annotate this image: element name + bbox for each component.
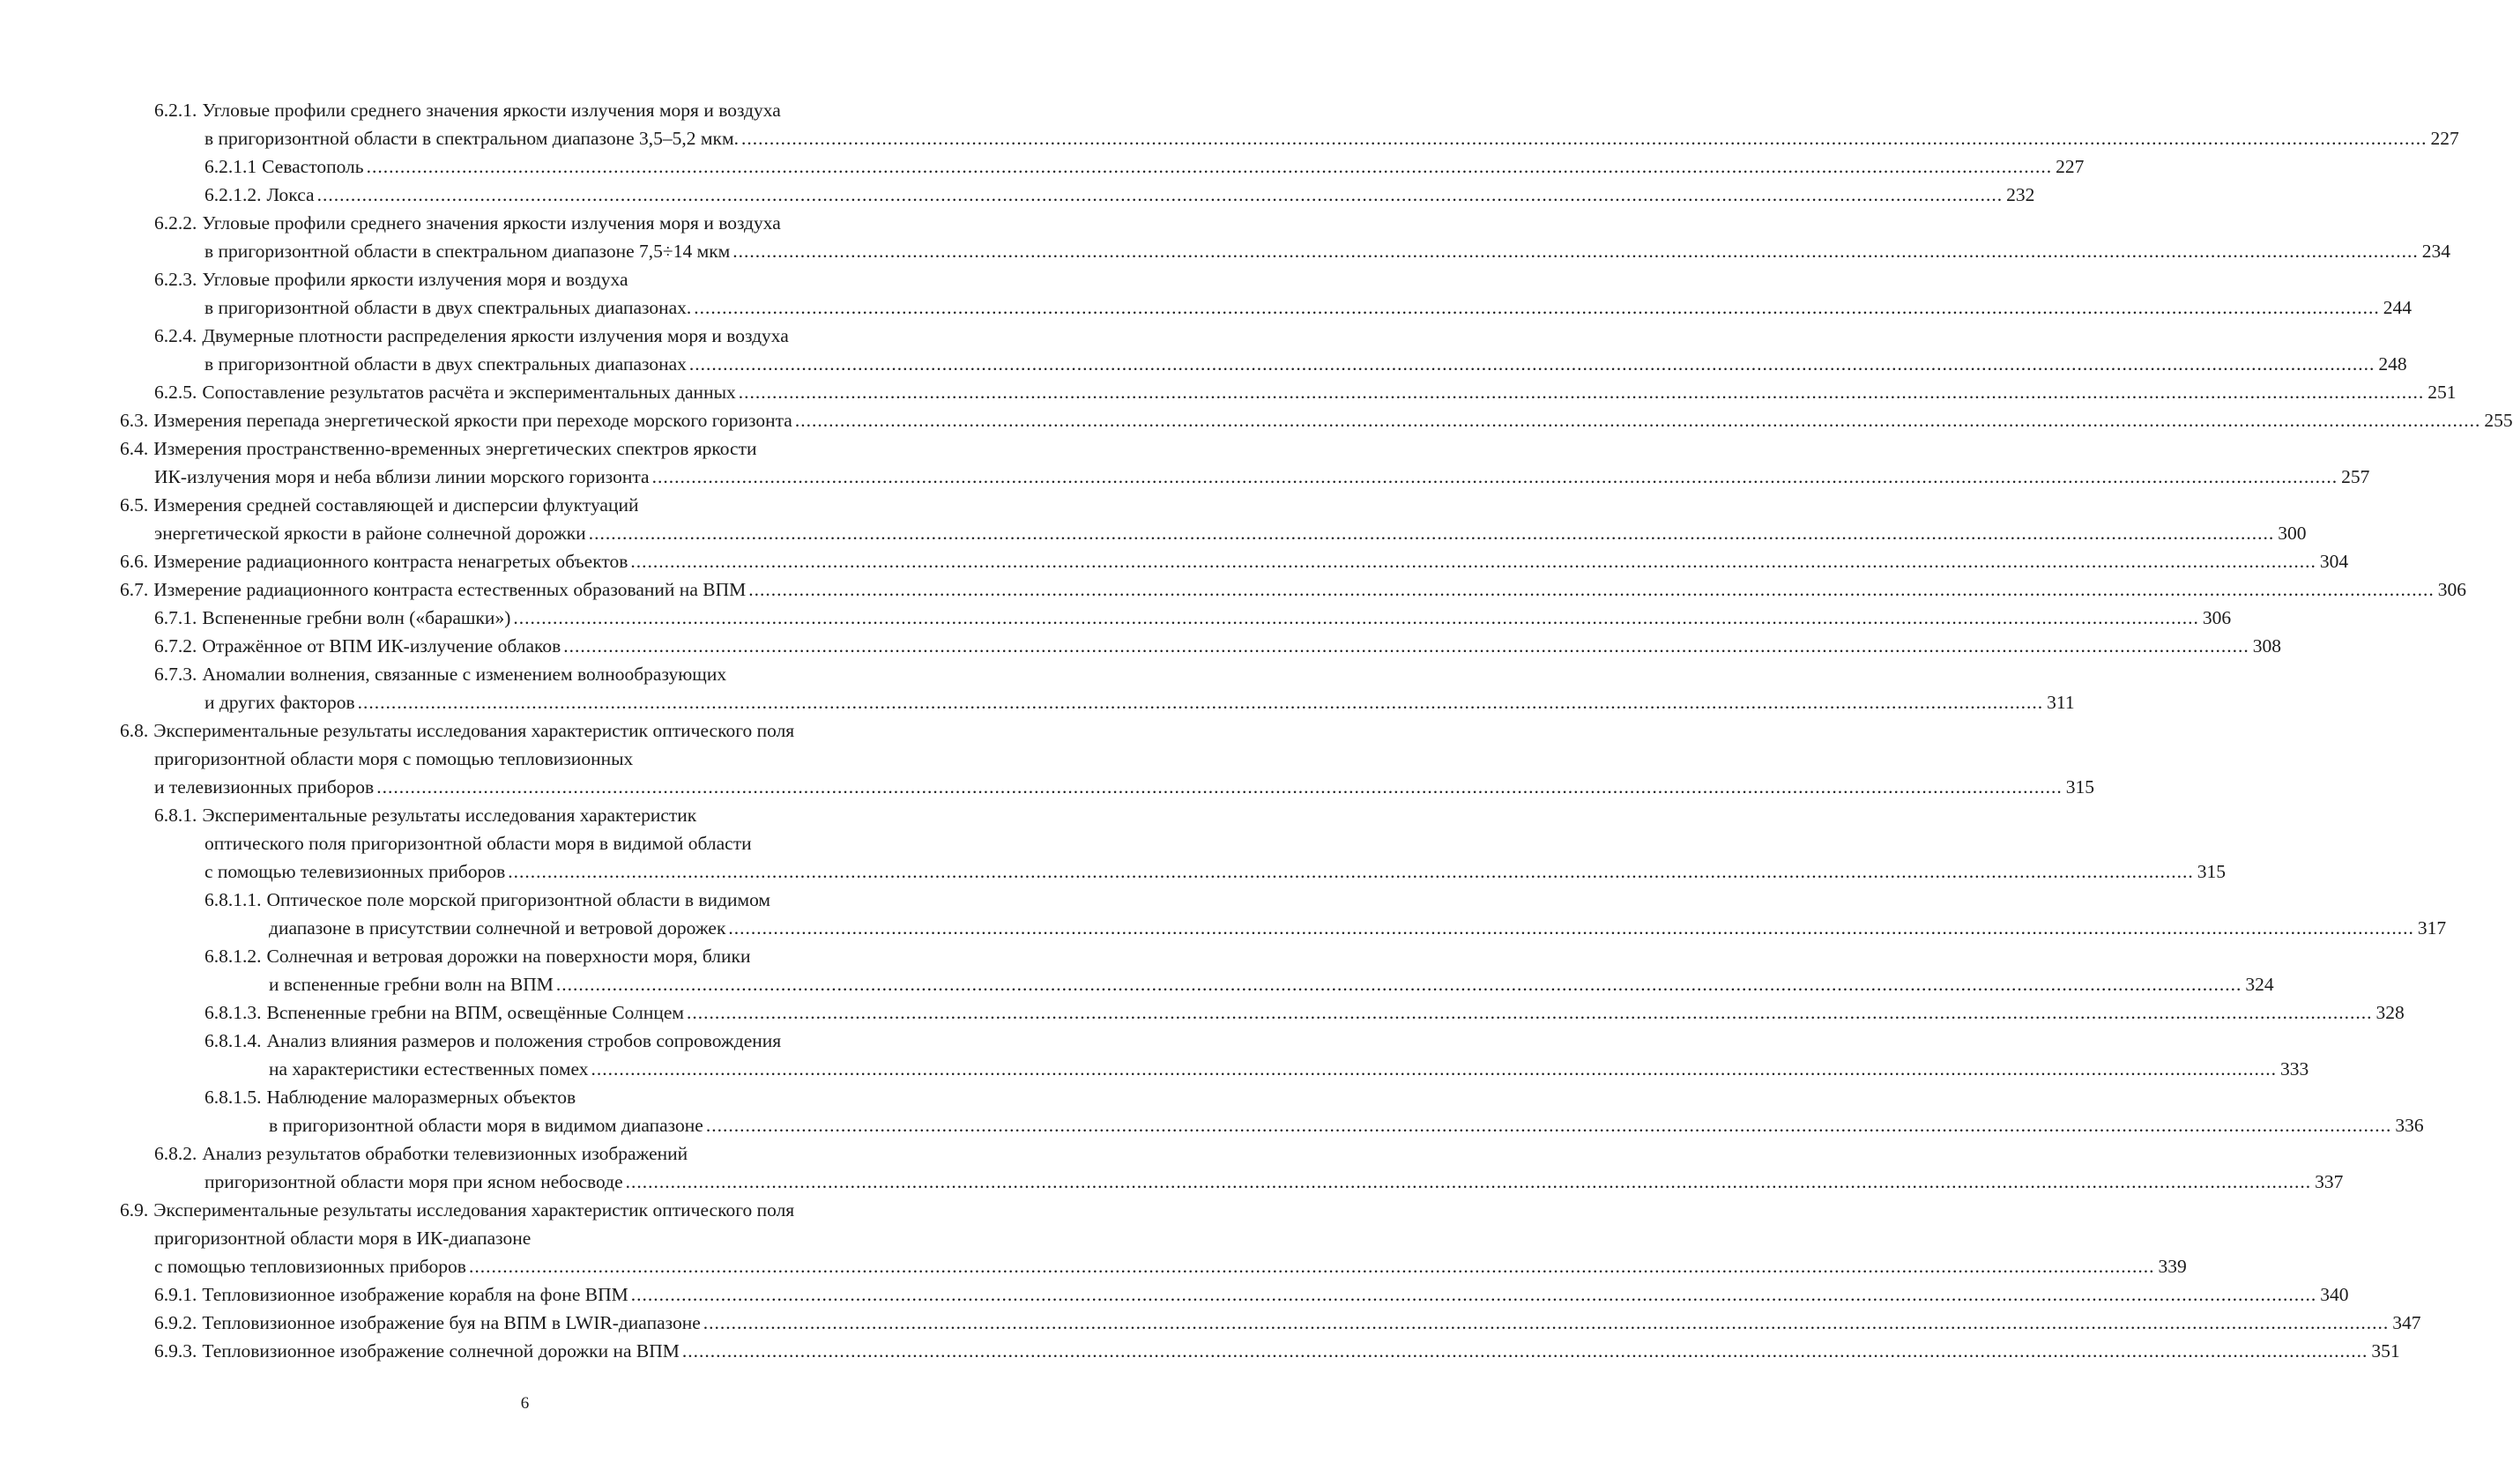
toc-entry-text — [154, 269, 628, 290]
toc-entry-number: 6.8.1.4. — [204, 1030, 262, 1051]
toc-entry-title: Вспененные гребни на ВПМ, освещённые Солнцем — [266, 1002, 685, 1023]
toc-entry-title: и вспененные гребни волн на ВПМ — [269, 974, 554, 995]
toc-entry-text — [120, 547, 628, 575]
toc-entry-text — [154, 604, 510, 632]
dot-leader: ............................................................................................................................................................................................................................................................................................................ — [732, 241, 2419, 262]
toc-entry-text — [204, 1168, 623, 1196]
toc-entry-title: Экспериментальные результаты исследования характеристик оптического поля — [153, 1199, 795, 1221]
toc-entry[interactable] — [0, 1337, 2400, 1365]
toc-entry-text — [154, 805, 696, 826]
toc-page-number: 347 — [2392, 1312, 2421, 1333]
toc-entry[interactable] — [0, 575, 2466, 604]
toc-entry-number: 6.2.2. — [154, 212, 197, 234]
toc-entry-text — [204, 833, 752, 854]
toc-page-number: 300 — [2278, 523, 2307, 544]
toc-entry[interactable] — [0, 491, 2307, 547]
toc-entry-text — [120, 720, 794, 741]
toc-entry-title: Вспененные гребни волн («барашки») — [202, 607, 511, 628]
toc-page-number: 306 — [2437, 579, 2466, 600]
toc-entry-text — [154, 1228, 531, 1249]
toc-page-number: 339 — [2158, 1256, 2187, 1277]
dot-leader: ............................................................................................................................................................................................................................................................................................................ — [748, 579, 2435, 600]
toc-entry-title: в пригоризонтной области в спектральном диапазоне 3,5–5,2 мкм. — [204, 128, 739, 149]
toc-entry-number: 6.8.1. — [154, 805, 197, 826]
toc-entry-number: 6.7. — [120, 579, 149, 600]
toc-entry-title: Экспериментальные результаты исследования характеристик оптического поля — [153, 720, 795, 741]
table-of-contents — [0, 96, 2513, 1365]
toc-entry-text — [154, 212, 781, 234]
toc-entry-text — [154, 773, 374, 801]
toc-entry-title: Наблюдение малоразмерных объектов — [266, 1087, 576, 1108]
dot-leader: ............................................................................................................................................................................................................................................................................................................ — [630, 551, 2316, 572]
toc-entry[interactable] — [0, 1139, 2344, 1196]
toc-entry-text — [154, 1143, 688, 1164]
dot-leader: ............................................................................................................................................................................................................................................................................................................ — [630, 1284, 2317, 1305]
toc-entry-number: 6.5. — [120, 494, 149, 516]
toc-entry[interactable] — [0, 434, 2370, 491]
toc-entry-text — [269, 970, 554, 998]
dot-leader: ............................................................................................................................................................................................................................................................................................................ — [468, 1256, 2155, 1277]
toc-entry-title: Локса — [266, 184, 315, 205]
toc-entry-text — [204, 293, 691, 322]
toc-entry-title: в пригоризонтной области моря в видимом диапазоне — [269, 1115, 703, 1136]
toc-entry-title: Измерение радиационного контраста естественных образований на ВПМ — [153, 579, 747, 600]
toc-page-number: 337 — [2315, 1171, 2344, 1192]
toc-entry[interactable] — [0, 942, 2274, 998]
toc-page-number: 315 — [2197, 861, 2226, 882]
toc-entry-text — [204, 998, 684, 1027]
toc-page-number: 306 — [2202, 607, 2232, 628]
dot-leader: ............................................................................................................................................................................................................................................................................................................ — [591, 1058, 2277, 1080]
toc-page-number: 336 — [2395, 1115, 2424, 1136]
dot-leader: ............................................................................................................................................................................................................................................................................................................ — [555, 974, 2242, 995]
toc-entry[interactable] — [0, 801, 2226, 886]
toc-entry-number: 6.2.4. — [154, 325, 197, 346]
toc-entry-text — [120, 438, 757, 459]
toc-entry-number: 6.7.3. — [154, 664, 197, 685]
toc-entry-title: Солнечная и ветровая дорожки на поверхности моря, блики — [266, 946, 751, 967]
toc-entry-text — [154, 1280, 628, 1309]
toc-entry[interactable] — [0, 632, 2282, 660]
toc-entry[interactable] — [0, 998, 2405, 1027]
toc-entry-number: 6.9. — [120, 1199, 149, 1221]
toc-entry-number: 6.9.2. — [154, 1312, 197, 1333]
dot-leader: ............................................................................................................................................................................................................................................................................................................ — [651, 466, 2338, 487]
toc-entry-number: 6.6. — [120, 551, 149, 572]
toc-entry-text — [120, 494, 638, 516]
dot-leader: ............................................................................................................................................................................................................................................................................................................ — [688, 353, 2375, 375]
toc-page-number: 324 — [2245, 974, 2274, 995]
toc-entry[interactable] — [0, 322, 2407, 378]
toc-entry-text — [154, 1252, 466, 1280]
toc-entry-number: 6.7.2. — [154, 635, 197, 657]
toc-entry-text — [269, 1111, 703, 1139]
toc-entry-title: Тепловизионное изображение корабля на фоне ВПМ — [202, 1284, 628, 1305]
dot-leader: ............................................................................................................................................................................................................................................................................................................ — [687, 1002, 2373, 1023]
toc-entry-text — [154, 519, 586, 547]
dot-leader: ............................................................................................................................................................................................................................................................................................................ — [728, 917, 2414, 939]
toc-entry-number: 6.8.1.3. — [204, 1002, 262, 1023]
toc-page-number: 333 — [2280, 1058, 2309, 1080]
toc-entry[interactable] — [0, 152, 2085, 181]
toc-entry-text — [204, 946, 751, 967]
toc-entry-text — [120, 406, 792, 434]
toc-entry[interactable] — [0, 181, 2035, 209]
toc-entry-title: пригоризонтной области моря при ясном небосводе — [204, 1171, 623, 1192]
dot-leader: ............................................................................................................................................................................................................................................................................................................ — [705, 1115, 2392, 1136]
toc-entry-title: Отражённое от ВПМ ИК-излучение облаков — [202, 635, 561, 657]
dot-leader: ............................................................................................................................................................................................................................................................................................................ — [625, 1171, 2312, 1192]
toc-page-number: 328 — [2375, 1002, 2405, 1023]
dot-leader: ............................................................................................................................................................................................................................................................................................................ — [316, 184, 2004, 205]
toc-entry-title: Тепловизионное изображение буя на ВПМ в LWIR-диапазоне — [202, 1312, 701, 1333]
toc-entry-text — [204, 688, 355, 716]
toc-page-number: 234 — [2421, 241, 2451, 262]
toc-entry-title: в пригоризонтной области в двух спектральных диапазонах. — [204, 297, 692, 318]
dot-leader: ............................................................................................................................................................................................................................................................................................................ — [738, 382, 2425, 403]
toc-entry-text — [120, 575, 746, 604]
toc-entry-text — [154, 1337, 680, 1365]
toc-entry-title: Угловые профили яркости излучения моря и воздуха — [202, 269, 628, 290]
dot-leader: ............................................................................................................................................................................................................................................................................................................ — [588, 523, 2275, 544]
toc-page-number: 248 — [2378, 353, 2407, 375]
toc-entry-text — [269, 1055, 589, 1083]
toc-entry-title: с помощью телевизионных приборов — [204, 861, 506, 882]
toc-entry-title: в пригоризонтной области в спектральном диапазоне 7,5÷14 мкм — [204, 241, 731, 262]
toc-entry-title: Анализ влияния размеров и положения стробов сопровождения — [266, 1030, 782, 1051]
toc-entry-text — [204, 889, 770, 910]
toc-entry-text — [204, 857, 505, 886]
toc-entry-text — [154, 100, 781, 121]
toc-entry-number: 6.9.1. — [154, 1284, 197, 1305]
dot-leader: ............................................................................................................................................................................................................................................................................................................ — [703, 1312, 2390, 1333]
toc-entry[interactable] — [0, 265, 2413, 322]
toc-entry-title: Сопоставление результатов расчёта и экспериментальных данных — [202, 382, 736, 403]
toc-entry-title: ИК-излучения моря и неба вблизи линии морского горизонта — [154, 466, 650, 487]
toc-entry-number: 6.2.1.2. — [204, 184, 262, 205]
toc-entry[interactable] — [0, 209, 2451, 265]
toc-entry-number: 6.2.5. — [154, 382, 197, 403]
toc-entry-text — [204, 350, 687, 378]
toc-entry-title: Измерения средней составляющей и дисперсии флуктуаций — [153, 494, 639, 516]
toc-entry-number: 6.8.1.5. — [204, 1087, 262, 1108]
toc-entry-title: оптического поля пригоризонтной области моря в видимой области — [204, 833, 752, 854]
toc-entry-text — [154, 632, 561, 660]
toc-entry-number: 6.3. — [120, 410, 149, 431]
toc-entry-text — [154, 748, 633, 769]
toc-entry-text — [204, 237, 730, 265]
toc-entry[interactable] — [0, 1309, 2421, 1337]
toc-entry-text — [269, 914, 725, 942]
dot-leader: ............................................................................................................................................................................................................................................................................................................ — [513, 607, 2199, 628]
dot-leader: ............................................................................................................................................................................................................................................................................................................ — [563, 635, 2249, 657]
toc-entry-text — [154, 1309, 701, 1337]
toc-entry[interactable] — [0, 1083, 2424, 1139]
toc-entry-text — [154, 325, 789, 346]
toc-page-number: 317 — [2417, 917, 2447, 939]
toc-page-number: 227 — [2056, 156, 2085, 177]
toc-entry-title: с помощью тепловизионных приборов — [154, 1256, 466, 1277]
toc-entry[interactable] — [0, 547, 2349, 575]
toc-entry-title: на характеристики естественных помех — [269, 1058, 589, 1080]
toc-page-number: 244 — [2383, 297, 2413, 318]
toc-entry-title: Угловые профили среднего значения яркости излучения моря и воздуха — [202, 212, 781, 234]
dot-leader: ............................................................................................................................................................................................................................................................................................................ — [794, 410, 2481, 431]
toc-entry-title: Двумерные плотности распределения яркости излучения моря и воздуха — [202, 325, 789, 346]
toc-entry-number: 6.2.3. — [154, 269, 197, 290]
toc-page-number: 255 — [2484, 410, 2513, 431]
toc-page-number: 227 — [2430, 128, 2459, 149]
toc-entry-number: 6.8.2. — [154, 1143, 197, 1164]
dot-leader: ............................................................................................................................................................................................................................................................................................................ — [357, 692, 2044, 713]
toc-entry[interactable] — [0, 716, 2094, 801]
toc-page-number: 340 — [2320, 1284, 2349, 1305]
toc-entry[interactable] — [0, 660, 2075, 716]
toc-entry-number: 6.2.1. — [154, 100, 197, 121]
toc-entry[interactable] — [0, 1027, 2309, 1083]
toc-entry-title: Измерение радиационного контраста ненагретых объектов — [153, 551, 628, 572]
toc-entry[interactable] — [0, 378, 2457, 406]
toc-entry-text — [120, 1199, 794, 1221]
toc-page-number: 232 — [2006, 184, 2035, 205]
toc-entry-title: Аномалии волнения, связанные с изменением волнообразующих — [202, 664, 727, 685]
toc-page-number: 311 — [2047, 692, 2075, 713]
page-number: 6 — [520, 1394, 530, 1413]
dot-leader: ............................................................................................................................................................................................................................................................................................................ — [740, 128, 2427, 149]
toc-entry-title: Севастополь — [262, 156, 364, 177]
dot-leader: ............................................................................................................................................................................................................................................................................................................ — [508, 861, 2194, 882]
toc-entry-text — [154, 463, 650, 491]
toc-entry-text — [204, 152, 364, 181]
dot-leader: ............................................................................................................................................................................................................................................................................................................ — [694, 297, 2380, 318]
toc-entry-title: в пригоризонтной области в двух спектральных диапазонах — [204, 353, 687, 375]
toc-entry-title: диапазоне в присутствии солнечной и ветровой дорожек — [269, 917, 726, 939]
toc-entry-title: пригоризонтной области моря в ИК-диапазоне — [154, 1228, 532, 1249]
toc-entry[interactable] — [0, 886, 2447, 942]
toc-entry-text — [154, 664, 726, 685]
toc-entry-title: и телевизионных приборов — [154, 776, 375, 798]
toc-page-number: 251 — [2427, 382, 2457, 403]
toc-entry-number: 6.4. — [120, 438, 149, 459]
toc-page-number: 315 — [2065, 776, 2094, 798]
dot-leader: ............................................................................................................................................................................................................................................................................................................ — [366, 156, 2053, 177]
toc-entry-title: Измерения пространственно-временных энергетических спектров яркости — [153, 438, 757, 459]
toc-entry[interactable] — [0, 604, 2232, 632]
dot-leader: ............................................................................................................................................................................................................................................................................................................ — [376, 776, 2063, 798]
toc-entry[interactable] — [0, 1196, 2187, 1280]
toc-page-number: 308 — [2252, 635, 2282, 657]
dot-leader: ............................................................................................................................................................................................................................................................................................................ — [681, 1340, 2368, 1362]
toc-entry-text — [154, 378, 736, 406]
toc-entry[interactable] — [0, 406, 2513, 434]
toc-entry-number: 6.8. — [120, 720, 149, 741]
toc-entry[interactable] — [0, 1280, 2349, 1309]
toc-entry-title: пригоризонтной области моря с помощью тепловизионных — [154, 748, 634, 769]
toc-entry-text — [204, 181, 315, 209]
toc-entry-number: 6.8.1.2. — [204, 946, 262, 967]
toc-entry-title: Тепловизионное изображение солнечной дорожки на ВПМ — [202, 1340, 680, 1362]
toc-entry-number: 6.9.3. — [154, 1340, 197, 1362]
toc-entry-text — [204, 1030, 781, 1051]
toc-entry-text — [204, 1087, 576, 1108]
toc-entry-title: Анализ результатов обработки телевизионных изображений — [202, 1143, 688, 1164]
toc-entry-title: энергетической яркости в районе солнечной дорожки — [154, 523, 586, 544]
toc-page-number: 351 — [2371, 1340, 2400, 1362]
toc-entry-number: 6.2.1.1 — [204, 156, 257, 177]
toc-entry-text — [204, 124, 739, 152]
toc-entry-title: Оптическое поле морской пригоризонтной области в видимом — [266, 889, 771, 910]
toc-entry-title: Измерения перепада энергетической яркости при переходе морского горизонта — [153, 410, 792, 431]
toc-page-number: 304 — [2319, 551, 2349, 572]
toc-entry-number: 6.7.1. — [154, 607, 197, 628]
toc-entry[interactable] — [0, 96, 2459, 152]
toc-entry-title: и других факторов — [204, 692, 355, 713]
toc-entry-title: Экспериментальные результаты исследования характеристик — [202, 805, 697, 826]
toc-entry-title: Угловые профили среднего значения яркости излучения моря и воздуха — [202, 100, 781, 121]
toc-page-number: 257 — [2341, 466, 2370, 487]
toc-entry-number: 6.8.1.1. — [204, 889, 262, 910]
